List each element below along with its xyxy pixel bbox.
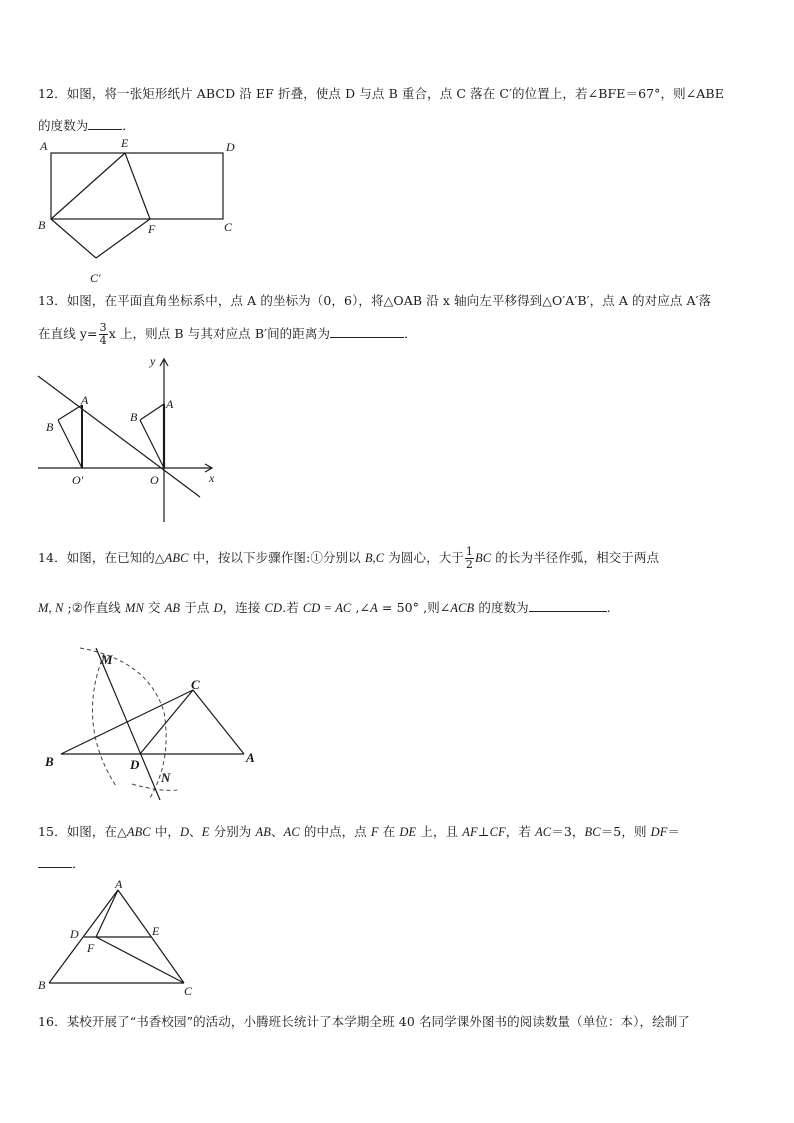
q15-t-e: 、: [189, 824, 202, 839]
q14-l2-a: M, N: [38, 601, 64, 615]
q14-l2-o: ,则∠: [419, 600, 451, 615]
q14-l2-c: MN: [124, 601, 144, 615]
q15-t-d: D: [180, 825, 190, 839]
q15-t-x: DF: [650, 825, 668, 839]
q15-t-g: 分别为: [209, 824, 256, 839]
q15-label-C: C: [184, 984, 193, 998]
q14-l2-g: D: [213, 601, 223, 615]
q12-label-E: E: [121, 136, 129, 150]
q15-label-B: B: [38, 978, 46, 992]
q15-t-j: AC: [283, 825, 300, 839]
q15-label-E: E: [152, 924, 160, 938]
q12-line2-text: 的度数为: [38, 118, 89, 133]
q15-t-w: ＝5，则: [600, 824, 651, 839]
q15-t-i: 、: [270, 824, 284, 839]
q12-label-B: B: [38, 218, 46, 232]
q14-l2-f: 于点: [180, 600, 214, 615]
q14-l2-m: A: [370, 601, 378, 615]
q13-label-A-left: A: [81, 393, 89, 407]
q14-l2-n: = 50°: [377, 600, 420, 615]
q15-t-r: CF: [489, 825, 506, 839]
q15-t-l: F: [370, 825, 379, 839]
q13-label-B-left: B: [46, 420, 54, 434]
q14-label-N: N: [161, 770, 171, 785]
q14-l2-q: 的度数为: [474, 600, 529, 615]
q15-label-D: D: [70, 927, 79, 941]
q13-line2-end: ．: [404, 326, 417, 341]
q14-frac-num: 1: [465, 545, 474, 558]
q13-frac-den: 4: [99, 334, 107, 347]
q15-t-c: 中，: [150, 824, 181, 839]
q12-label-C: C: [224, 220, 233, 234]
q14-label-D: D: [130, 757, 140, 772]
q13-label-B-right: B: [130, 410, 138, 424]
q14-label-A: A: [246, 750, 255, 765]
q15-t-k: 的中点，点: [299, 824, 371, 839]
q14-text-d: B,C: [364, 551, 385, 565]
q16-line1: 16．某校开展了“书香校园”的活动，小腾班长统计了本学期全班 40 名同学课外图书的阅读数量（单位：本），绘制了: [38, 1014, 690, 1029]
q14-l2-j: .若: [282, 600, 303, 615]
q14-l2-h: ，连接: [222, 600, 265, 615]
q15-t-o: 上，且: [416, 824, 463, 839]
q14-text-f: BC: [475, 551, 492, 565]
q14-text-b: ABC: [164, 551, 189, 565]
q14-text-e: 为圆心，大于: [384, 550, 464, 565]
q15-segment-AF: [96, 890, 118, 937]
q13-line2-b: x 上，则点 B 与其对应点 B′间的距离为: [108, 326, 331, 341]
q13-label-O: O: [150, 473, 159, 487]
q15-t-q: ⊥: [477, 824, 490, 839]
q13-label-A-right: A: [166, 397, 174, 411]
q14-l2-l: ,∠: [351, 600, 371, 615]
q15-label-A: A: [115, 877, 123, 891]
q14-l2-p: ACB: [450, 601, 475, 615]
q15-line2-end: ．: [72, 856, 85, 871]
q14-l2-end: .: [606, 600, 611, 615]
q14-l2-k: CD = AC: [302, 601, 352, 615]
q15-t-f: E: [201, 825, 210, 839]
q14-l2-e: AB: [164, 601, 181, 615]
q14-label-C: C: [191, 677, 200, 692]
q15-t-a: 15．如图，在△: [38, 824, 127, 839]
q14-text-c: 中，按以下步骤作图:①分别以: [188, 550, 365, 565]
q15-t-v: BC: [584, 825, 601, 839]
q12-label-A: A: [40, 139, 48, 153]
q15-t-m: 在: [378, 824, 400, 839]
q15-label-F: F: [87, 941, 95, 955]
q12-label-Cp: C′: [90, 271, 101, 285]
q13-line1: 13．如图，在平面直角坐标系中，点 A 的坐标为（0，6），将△OAB 沿 x 轴向左平移得到△O′A′B′，点 A 的对应点 A′落: [38, 293, 712, 308]
q13-label-Op: O′: [72, 473, 84, 487]
q14-label-B: B: [45, 754, 54, 769]
q15-t-h: AB: [255, 825, 271, 839]
q15-t-b: ABC: [126, 825, 151, 839]
q15-t-t: AC: [535, 825, 552, 839]
q15-t-u: ＝3，: [551, 824, 585, 839]
q13-label-y: y: [150, 354, 156, 368]
q12-label-D: D: [226, 140, 235, 154]
q13-frac-num: 3: [99, 321, 107, 334]
q15-t-p: AF: [462, 825, 478, 839]
q13-label-x: x: [209, 471, 215, 485]
q15-t-n: DE: [399, 825, 417, 839]
q14-text-a: 14．如图，在已知的△: [38, 550, 165, 565]
q14-label-M: M: [101, 652, 113, 667]
q14-l2-b: ;②作直线: [63, 600, 125, 615]
q12-line2-end: ．: [122, 118, 136, 133]
q14-l2-d: 交: [143, 600, 165, 615]
q14-text-g: 的长为半径作弧，相交于两点: [491, 550, 660, 565]
q12-line1: 12．如图，将一张矩形纸片 ABCD 沿 EF 折叠，使点 D 与点 B 重合，点 C 落在 C′的位置上，若∠BFE＝67°，则∠ABE: [38, 86, 724, 101]
q13-line2-a: 在直线 y=: [38, 326, 98, 341]
q15-t-s: ，若: [505, 824, 536, 839]
q14-frac-den: 2: [465, 558, 474, 571]
q14-l2-i: CD: [264, 601, 283, 615]
q12-label-F: F: [148, 222, 156, 236]
q15-segment-FC: [96, 937, 184, 983]
q15-t-y: ＝: [667, 824, 681, 839]
